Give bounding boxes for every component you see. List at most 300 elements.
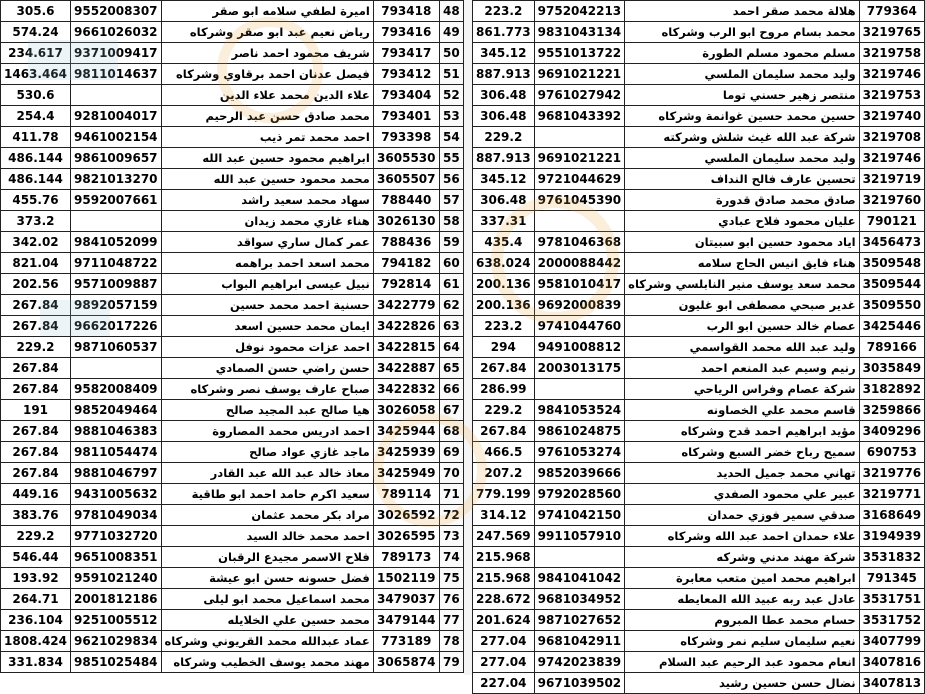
name-cell: مؤيد ابراهيم احمد قدح وشركاه — [625, 421, 859, 442]
code-cell: 3422779 — [373, 295, 439, 316]
table-row — [1, 232, 464, 253]
phone-cell — [534, 379, 625, 400]
code-cell: 3531832 — [859, 547, 924, 568]
code-cell: 3425446 — [859, 316, 924, 337]
code-cell: 793418 — [373, 1, 439, 22]
name-cell: محمد بسام مروح ابو الرب وشركاه — [625, 22, 859, 43]
table-row — [473, 568, 925, 589]
name-cell: عماد عبدالله محمد القريوني وشركاه — [161, 631, 373, 652]
amount-cell: 286.99 — [473, 379, 535, 400]
amount-cell: 267.84 — [473, 421, 535, 442]
code-cell: 3219765 — [859, 22, 924, 43]
amount-cell: 202.56 — [1, 274, 71, 295]
name-cell: عادل عبد ربه عبيد الله المعايطه — [625, 589, 859, 610]
name-cell: عصام خالد حسين ابو الرب — [625, 316, 859, 337]
amount-cell: 229.2 — [473, 127, 535, 148]
code-cell: 793398 — [373, 127, 439, 148]
phone-cell — [71, 211, 162, 232]
phone-cell: 9821013270 — [71, 169, 162, 190]
code-cell: 788440 — [373, 190, 439, 211]
name-cell: سعيد اكرم حامد احمد ابو طاقية — [161, 484, 373, 505]
code-cell: 3026592 — [373, 505, 439, 526]
name-cell: نعيم سليمان سليم نمر وشركاه — [625, 631, 859, 652]
code-cell: 793417 — [373, 43, 439, 64]
amount-cell: 215.968 — [473, 568, 535, 589]
amount-cell: 234.617 — [1, 43, 71, 64]
phone-cell: 9692000839 — [534, 295, 625, 316]
table-row — [1, 253, 464, 274]
phone-cell: 9552008307 — [71, 1, 162, 22]
phone-cell: 9841053524 — [534, 400, 625, 421]
table-row — [1, 610, 464, 631]
name-cell: صدقي سمير فوزي حمدان — [625, 505, 859, 526]
phone-cell: 9811054474 — [71, 442, 162, 463]
table-row — [1, 148, 464, 169]
name-cell: محمد حسين علي الخلايله — [161, 610, 373, 631]
code-cell: 3035849 — [859, 358, 924, 379]
phone-cell: 9591021240 — [71, 568, 162, 589]
name-cell: ماجد غازي عواد صالح — [161, 442, 373, 463]
row-number-cell: 58 — [439, 211, 463, 232]
name-cell: محمد اسعد احمد براهمه — [161, 253, 373, 274]
code-cell: 3409296 — [859, 421, 924, 442]
row-number-cell: 73 — [439, 526, 463, 547]
code-cell: 791345 — [859, 568, 924, 589]
code-cell: 3509550 — [859, 295, 924, 316]
right-table — [472, 0, 925, 694]
amount-cell: 267.84 — [473, 358, 535, 379]
code-cell: 793404 — [373, 85, 439, 106]
row-number-cell: 75 — [439, 568, 463, 589]
table-row — [473, 64, 925, 85]
amount-cell: 486.144 — [1, 169, 71, 190]
code-cell: 3219740 — [859, 106, 924, 127]
phone-cell: 9721044629 — [534, 169, 625, 190]
code-cell: 779364 — [859, 1, 924, 22]
code-cell: 793401 — [373, 106, 439, 127]
right-table-sheet — [472, 0, 922, 690]
amount-cell: 861.773 — [473, 22, 535, 43]
amount-cell: 267.84 — [1, 421, 71, 442]
phone-cell: 9431005632 — [71, 484, 162, 505]
amount-cell: 779.199 — [473, 484, 535, 505]
amount-cell: 887.913 — [473, 148, 535, 169]
code-cell: 3407816 — [859, 652, 924, 673]
amount-cell: 207.2 — [473, 463, 535, 484]
row-number-cell: 76 — [439, 589, 463, 610]
left-table-sheet — [0, 0, 464, 675]
phone-cell: 9681034952 — [534, 589, 625, 610]
phone-cell: 9251005512 — [71, 610, 162, 631]
phone-cell: 9741042150 — [534, 505, 625, 526]
name-cell: شركة عصام وفراس الرياحي — [625, 379, 859, 400]
row-number-cell: 65 — [439, 358, 463, 379]
phone-cell: 9661026032 — [71, 22, 162, 43]
code-cell: 3065874 — [373, 652, 439, 673]
amount-cell: 1808.424 — [1, 631, 71, 652]
name-cell: هناء غازي محمد زيدان — [161, 211, 373, 232]
amount-cell: 1463.464 — [1, 64, 71, 85]
code-cell: 3026595 — [373, 526, 439, 547]
amount-cell: 449.16 — [1, 484, 71, 505]
amount-cell: 267.84 — [1, 295, 71, 316]
code-cell: 3509548 — [859, 253, 924, 274]
phone-cell: 9742023839 — [534, 652, 625, 673]
amount-cell: 229.2 — [1, 526, 71, 547]
amount-cell: 229.2 — [1, 337, 71, 358]
table-row — [1, 505, 464, 526]
amount-cell: 638.024 — [473, 253, 535, 274]
name-cell: نضال حسن حسين رشيد — [625, 673, 859, 694]
name-cell: حسنية احمد محمد حسين — [161, 295, 373, 316]
name-cell: محمد اسماعيل محمد ابو ليلى — [161, 589, 373, 610]
phone-cell: 9771032720 — [71, 526, 162, 547]
code-cell: 3425949 — [373, 463, 439, 484]
amount-cell: 201.624 — [473, 610, 535, 631]
amount-cell: 306.48 — [473, 106, 535, 127]
phone-cell: 9861024875 — [534, 421, 625, 442]
amount-cell: 383.76 — [1, 505, 71, 526]
row-number-cell: 51 — [439, 64, 463, 85]
table-row — [1, 22, 464, 43]
name-cell: قاسم محمد علي الخصاونه — [625, 400, 859, 421]
name-cell: محمد صادق حسن عبد الرحيم — [161, 106, 373, 127]
row-number-cell: 79 — [439, 652, 463, 673]
name-cell: فيصل عدنان احمد برقاوي وشركاه — [161, 64, 373, 85]
table-row — [1, 337, 464, 358]
name-cell: مراد بكر محمد عثمان — [161, 505, 373, 526]
name-cell: احمد محمد تمر ذيب — [161, 127, 373, 148]
code-cell: 3219776 — [859, 463, 924, 484]
phone-cell — [534, 127, 625, 148]
row-number-cell: 72 — [439, 505, 463, 526]
table-row — [473, 589, 925, 610]
name-cell: حسن راضي حسن الصمادي — [161, 358, 373, 379]
table-row — [473, 274, 925, 295]
name-cell: علاء الدين محمد علاء الدين — [161, 85, 373, 106]
table-row — [473, 1, 925, 22]
phone-cell: 2003013175 — [534, 358, 625, 379]
table-row — [1, 442, 464, 463]
name-cell: سميح رباح خضر السبع وشركاه — [625, 442, 859, 463]
amount-cell: 228.672 — [473, 589, 535, 610]
table-row — [1, 379, 464, 400]
code-cell: 3219753 — [859, 85, 924, 106]
code-cell: 3259866 — [859, 400, 924, 421]
amount-cell: 294 — [473, 337, 535, 358]
name-cell: صادق محمد صادق قدورة — [625, 190, 859, 211]
amount-cell: 267.84 — [1, 463, 71, 484]
amount-cell: 546.44 — [1, 547, 71, 568]
name-cell: محمد محمود حسين عبد الله — [161, 169, 373, 190]
phone-cell: 9792028560 — [534, 484, 625, 505]
phone-cell: 9852039666 — [534, 463, 625, 484]
row-number-cell: 52 — [439, 85, 463, 106]
code-cell: 3605530 — [373, 148, 439, 169]
table-row — [473, 295, 925, 316]
code-cell: 3422887 — [373, 358, 439, 379]
code-cell: 3407799 — [859, 631, 924, 652]
name-cell: غدير صبحي مصطفى ابو غليون — [625, 295, 859, 316]
amount-cell: 236.104 — [1, 610, 71, 631]
amount-cell: 435.4 — [473, 232, 535, 253]
table-row — [1, 211, 464, 232]
code-cell: 1502119 — [373, 568, 439, 589]
amount-cell: 574.24 — [1, 22, 71, 43]
code-cell: 794182 — [373, 253, 439, 274]
code-cell: 3219719 — [859, 169, 924, 190]
name-cell: رياض نعيم عبد ابو صقر وشركاه — [161, 22, 373, 43]
name-cell: شريف محمود احمد ناصر — [161, 43, 373, 64]
table-row — [473, 400, 925, 421]
row-number-cell: 62 — [439, 295, 463, 316]
amount-cell: 223.2 — [473, 316, 535, 337]
table-row — [473, 421, 925, 442]
phone-cell: 9761053274 — [534, 442, 625, 463]
code-cell: 792814 — [373, 274, 439, 295]
row-number-cell: 67 — [439, 400, 463, 421]
phone-cell: 9761045390 — [534, 190, 625, 211]
table-row — [1, 274, 464, 295]
code-cell: 3422815 — [373, 337, 439, 358]
phone-cell: 9811014637 — [71, 64, 162, 85]
phone-cell: 9371009417 — [71, 43, 162, 64]
amount-cell: 254.4 — [1, 106, 71, 127]
amount-cell: 337.31 — [473, 211, 535, 232]
code-cell: 3531752 — [859, 610, 924, 631]
row-number-cell: 68 — [439, 421, 463, 442]
phone-cell: 9621029834 — [71, 631, 162, 652]
name-cell: شركة عبد الله غيث شلش وشركته — [625, 127, 859, 148]
table-row — [1, 631, 464, 652]
name-cell: مسلم محمود مسلم الطورة — [625, 43, 859, 64]
table-row — [473, 379, 925, 400]
amount-cell: 267.84 — [1, 379, 71, 400]
name-cell: وليد محمد سليمان الملسي — [625, 64, 859, 85]
table-row — [473, 358, 925, 379]
amount-cell: 345.12 — [473, 169, 535, 190]
name-cell: عمر كمال ساري سواقد — [161, 232, 373, 253]
name-cell: محمد سعد يوسف منير النابلسي وشركاه — [625, 274, 859, 295]
table-row — [1, 106, 464, 127]
amount-cell: 306.48 — [473, 85, 535, 106]
phone-cell: 9841041042 — [534, 568, 625, 589]
name-cell: وليد محمد سليمان الملسي — [625, 148, 859, 169]
row-number-cell: 70 — [439, 463, 463, 484]
phone-cell: 9662017226 — [71, 316, 162, 337]
name-cell: هيا صالح عبد المجيد صالح — [161, 400, 373, 421]
phone-cell: 9491008812 — [534, 337, 625, 358]
phone-cell: 9571009887 — [71, 274, 162, 295]
amount-cell: 267.84 — [1, 358, 71, 379]
phone-cell: 9671039502 — [534, 673, 625, 694]
table-row — [473, 316, 925, 337]
name-cell: حسام محمد عطا المبروم — [625, 610, 859, 631]
table-row — [473, 211, 925, 232]
phone-cell: 9681043392 — [534, 106, 625, 127]
name-cell: هلالة محمد صقر احمد — [625, 1, 859, 22]
row-number-cell: 55 — [439, 148, 463, 169]
amount-cell: 277.04 — [473, 631, 535, 652]
name-cell: صباح عارف يوسف نصر وشركاه — [161, 379, 373, 400]
phone-cell: 9761027942 — [534, 85, 625, 106]
row-number-cell: 78 — [439, 631, 463, 652]
phone-cell: 9841052099 — [71, 232, 162, 253]
phone-cell: 9881046797 — [71, 463, 162, 484]
code-cell: 790121 — [859, 211, 924, 232]
table-row — [1, 421, 464, 442]
amount-cell: 530.6 — [1, 85, 71, 106]
amount-cell: 411.78 — [1, 127, 71, 148]
name-cell: نبيل عيسى ابراهيم البواب — [161, 274, 373, 295]
phone-cell: 9781046368 — [534, 232, 625, 253]
amount-cell: 306.48 — [473, 190, 535, 211]
phone-cell: 9871027652 — [534, 610, 625, 631]
table-row — [473, 547, 925, 568]
phone-cell: 9711048722 — [71, 253, 162, 274]
row-number-cell: 56 — [439, 169, 463, 190]
code-cell: 793416 — [373, 22, 439, 43]
table-row — [1, 169, 464, 190]
name-cell: منتصر زهير حسني توما — [625, 85, 859, 106]
row-number-cell: 53 — [439, 106, 463, 127]
table-row — [473, 127, 925, 148]
code-cell: 789114 — [373, 484, 439, 505]
code-cell: 793412 — [373, 64, 439, 85]
table-row — [473, 253, 925, 274]
table-row — [1, 190, 464, 211]
table-row — [1, 589, 464, 610]
table-row — [473, 610, 925, 631]
name-cell: فلاح الاسمر مجيدع الرقبان — [161, 547, 373, 568]
table-row — [1, 295, 464, 316]
name-cell: احمد عزات محمود نوفل — [161, 337, 373, 358]
table-row — [1, 358, 464, 379]
table-row — [473, 484, 925, 505]
row-number-cell: 71 — [439, 484, 463, 505]
row-number-cell: 77 — [439, 610, 463, 631]
name-cell: علاء حمدان احمد عبد الله وشركاه — [625, 526, 859, 547]
code-cell: 3531751 — [859, 589, 924, 610]
amount-cell: 331.834 — [1, 652, 71, 673]
amount-cell: 455.76 — [1, 190, 71, 211]
phone-cell: 9781049034 — [71, 505, 162, 526]
phone-cell: 9461002154 — [71, 127, 162, 148]
row-number-cell: 50 — [439, 43, 463, 64]
name-cell: هناء فايق انيس الحاج سلامه — [625, 253, 859, 274]
phone-cell: 9892057159 — [71, 295, 162, 316]
amount-cell: 227.04 — [473, 673, 535, 694]
phone-cell: 9592007661 — [71, 190, 162, 211]
table-row — [473, 337, 925, 358]
name-cell: احمد ادريس محمد المصاروة — [161, 421, 373, 442]
amount-cell: 466.5 — [473, 442, 535, 463]
name-cell: ايمان محمد حسين اسعد — [161, 316, 373, 337]
amount-cell: 215.968 — [473, 547, 535, 568]
row-number-cell: 74 — [439, 547, 463, 568]
phone-cell: 2000088442 — [534, 253, 625, 274]
code-cell: 788436 — [373, 232, 439, 253]
phone-cell: 9911057910 — [534, 526, 625, 547]
table-row — [473, 463, 925, 484]
code-cell: 3479037 — [373, 589, 439, 610]
phone-cell: 9582008409 — [71, 379, 162, 400]
phone-cell: 9651008351 — [71, 547, 162, 568]
name-cell: شركة مهند مدني وشركه — [625, 547, 859, 568]
table-row — [473, 169, 925, 190]
amount-cell: 193.92 — [1, 568, 71, 589]
table-row — [1, 43, 464, 64]
code-cell: 3026130 — [373, 211, 439, 232]
table-row — [1, 463, 464, 484]
amount-cell: 191 — [1, 400, 71, 421]
table-row — [473, 652, 925, 673]
code-cell: 773189 — [373, 631, 439, 652]
amount-cell: 277.04 — [473, 652, 535, 673]
code-cell: 789173 — [373, 547, 439, 568]
table-row — [473, 106, 925, 127]
amount-cell: 345.12 — [473, 43, 535, 64]
table-row — [1, 1, 464, 22]
table-row — [473, 526, 925, 547]
table-row — [1, 547, 464, 568]
page-gap — [464, 0, 472, 675]
amount-cell: 887.913 — [473, 64, 535, 85]
code-cell: 3219760 — [859, 190, 924, 211]
table-row — [1, 316, 464, 337]
name-cell: فضل حسونه حسن ابو عيشة — [161, 568, 373, 589]
code-cell: 3026058 — [373, 400, 439, 421]
table-row — [1, 64, 464, 85]
phone-cell: 9581010417 — [534, 274, 625, 295]
table-row — [473, 442, 925, 463]
code-cell: 3168649 — [859, 505, 924, 526]
row-number-cell: 64 — [439, 337, 463, 358]
phone-cell: 9851025484 — [71, 652, 162, 673]
phone-cell — [534, 547, 625, 568]
code-cell: 3425939 — [373, 442, 439, 463]
code-cell: 3509544 — [859, 274, 924, 295]
code-cell: 3219746 — [859, 148, 924, 169]
phone-cell: 2001812186 — [71, 589, 162, 610]
code-cell: 3456473 — [859, 232, 924, 253]
table-row — [473, 631, 925, 652]
amount-cell: 229.2 — [473, 400, 535, 421]
name-cell: رنيم وسيم عبد المنعم احمد — [625, 358, 859, 379]
name-cell: وليد عبد الله محمد القواسمي — [625, 337, 859, 358]
name-cell: مهند محمد يوسف الخطيب وشركاه — [161, 652, 373, 673]
row-number-cell: 60 — [439, 253, 463, 274]
name-cell: انعام محمود عبد الرحيم عبد السلام — [625, 652, 859, 673]
row-number-cell: 66 — [439, 379, 463, 400]
amount-cell: 264.71 — [1, 589, 71, 610]
code-cell: 3194939 — [859, 526, 924, 547]
amount-cell: 373.2 — [1, 211, 71, 232]
amount-cell: 314.12 — [473, 505, 535, 526]
row-number-cell: 54 — [439, 127, 463, 148]
code-cell: 3219746 — [859, 64, 924, 85]
table-row — [1, 484, 464, 505]
table-row — [473, 148, 925, 169]
code-cell: 789166 — [859, 337, 924, 358]
table-row — [473, 232, 925, 253]
table-row — [1, 400, 464, 421]
phone-cell — [71, 358, 162, 379]
table-row — [473, 505, 925, 526]
name-cell: ابراهيم محمد امين متعب معابرة — [625, 568, 859, 589]
amount-cell: 267.84 — [1, 316, 71, 337]
amount-cell: 305.6 — [1, 1, 71, 22]
